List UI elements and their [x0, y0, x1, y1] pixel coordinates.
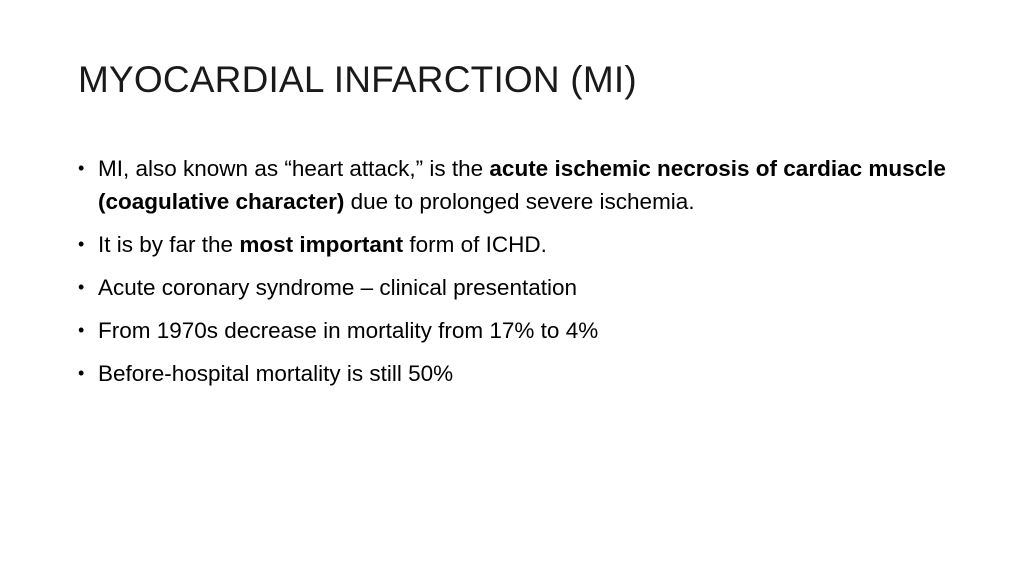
- bullet-list: [78, 152, 948, 390]
- bullet-text: [98, 156, 946, 214]
- bullet-dot-icon: •: [78, 234, 85, 254]
- bullet-item: [78, 228, 948, 261]
- slide-title: MYOCARDIAL INFARCTION (MI): [78, 59, 637, 100]
- bullet-dot-icon: •: [78, 277, 85, 297]
- bullet-item: [78, 357, 948, 390]
- bullet-text-part: MI, also known as “heart attack,” is the: [98, 156, 490, 181]
- bullet-item: [78, 314, 948, 347]
- bullet-dot-icon: •: [78, 363, 85, 383]
- bullet-dot-icon: •: [78, 320, 85, 340]
- bullet-item: [78, 271, 948, 304]
- bullet-text: [98, 232, 547, 257]
- bullet-text-part: form of ICHD.: [403, 232, 547, 257]
- bullet-bold-text: acute ischemic necrosis of cardiac muscle (coagulative character): [98, 156, 946, 214]
- bullet-text: Before-hospital mortality is still 50%: [98, 361, 454, 386]
- bullet-item: [78, 152, 948, 218]
- bullet-dot-icon: •: [78, 158, 85, 178]
- bullet-text-part: due to prolonged severe ischemia.: [344, 189, 695, 214]
- bullet-text: From 1970s decrease in mortality from 17% to 4%: [98, 318, 599, 343]
- bullet-text-part: It is by far the: [98, 232, 240, 257]
- bullet-bold-text: most important: [239, 232, 404, 257]
- bullet-text: Acute coronary syndrome – clinical presentation: [98, 275, 577, 300]
